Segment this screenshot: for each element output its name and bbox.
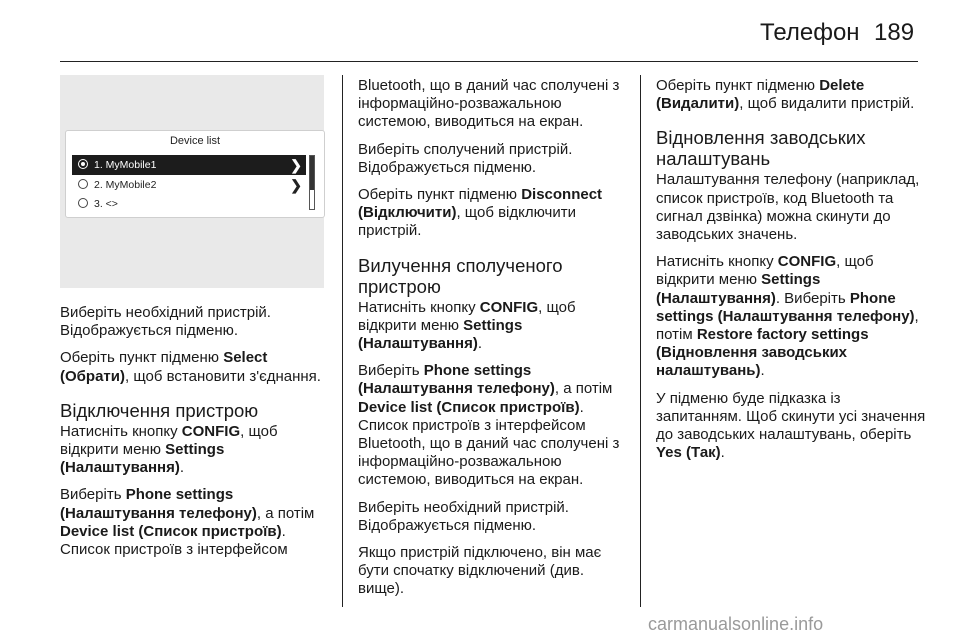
- paragraph: Виберіть сполучений пристрій. Відображується підменю.: [358, 140, 573, 176]
- paragraph: Оберіть пункт підменю Delete (Видалити), щоб видалити пристрій.: [656, 77, 915, 113]
- scrollbar: [309, 155, 315, 210]
- scroll-thumb: [310, 156, 314, 190]
- radio-icon: [78, 198, 88, 208]
- paragraph: Виберіть Phone settings (Налаштування телефону), а потім Device list (Список пристроїв). Список пристроїв з інтерфейсом: [60, 486, 315, 559]
- paragraph: Виберіть Phone settings (Налаштування телефону), а потім Device list (Список пристроїв). Список пристроїв з інтерфейсом Bluetooth, що в даний час сполучені з інформаційно-розважальною системою, виводиться на екран.: [358, 362, 620, 489]
- paragraph: Оберіть пункт підменю Disconnect (Відключити), щоб відключити пристрій.: [358, 186, 603, 240]
- device-list-title: Device list: [169, 135, 221, 147]
- page-number: 189: [874, 19, 915, 46]
- paragraph: Натисніть кнопку CONFIG, щоб відкрити меню Settings (Налаштування).: [358, 298, 576, 353]
- paragraph: Натисніть кнопку CONFIG, щоб відкрити меню Settings (Налаштування).: [60, 422, 278, 477]
- paragraph: Оберіть пункт підменю Select (Обрати), щоб встановити з'єднання.: [60, 349, 321, 385]
- paragraph: Виберіть необхідний пристрій. Відображується підменю.: [60, 304, 271, 340]
- device-list-item-3: [72, 194, 306, 214]
- column-1: [60, 304, 328, 568]
- device-list-screenshot: [60, 75, 324, 288]
- device-list-item-label: 1. MyMobile1: [94, 159, 157, 171]
- paragraph: Натисніть кнопку CONFIG, щоб відкрити меню Settings (Налаштування). Виберіть Phone settings (Налаштування телефону), потім Restore factory settings (Відновлення заводських налаштувань).: [656, 253, 919, 380]
- paragraph: Налаштування телефону (наприклад, список пристроїв, код Bluetooth та сигнал дзвінка) можна скинути до заводських значень.: [656, 171, 920, 244]
- page-title: Телефон: [760, 19, 860, 46]
- paragraph: Bluetooth, що в даний час сполучені з інформаційно-розважальною системою, виводиться на екран.: [358, 77, 620, 131]
- section-heading: Відключення пристрою: [60, 399, 259, 421]
- device-list-box: [65, 130, 325, 218]
- column-3: [656, 77, 926, 471]
- section-heading: Вилучення сполученого пристрою: [358, 254, 563, 297]
- radio-selected-icon: [78, 159, 88, 169]
- paragraph: Виберіть необхідний пристрій. Відображується підменю.: [358, 498, 569, 534]
- watermark: carmanualsonline.info: [648, 614, 824, 634]
- device-list-item-label: 3. <>: [94, 198, 118, 210]
- chevron-right-icon: ❯: [290, 177, 302, 193]
- paragraph: Якщо пристрій підключено, він має бути спочатку відключений (див. вище).: [358, 544, 602, 598]
- column-divider-2: [640, 75, 641, 607]
- header-divider: [60, 61, 918, 62]
- chevron-right-icon: ❯: [290, 157, 302, 173]
- section-heading: Відновлення заводських налаштувань: [656, 127, 866, 170]
- device-list-item-2: [72, 175, 306, 195]
- radio-icon: [78, 179, 88, 189]
- column-2: [358, 77, 630, 608]
- device-list-item-1: [72, 155, 306, 175]
- column-divider-1: [342, 75, 343, 607]
- paragraph: У підменю буде підказка із запитанням. Щоб скинути усі значення до заводських налаштувань, оберіть Yes (Так).: [656, 389, 926, 462]
- device-list-item-label: 2. MyMobile2: [94, 179, 157, 191]
